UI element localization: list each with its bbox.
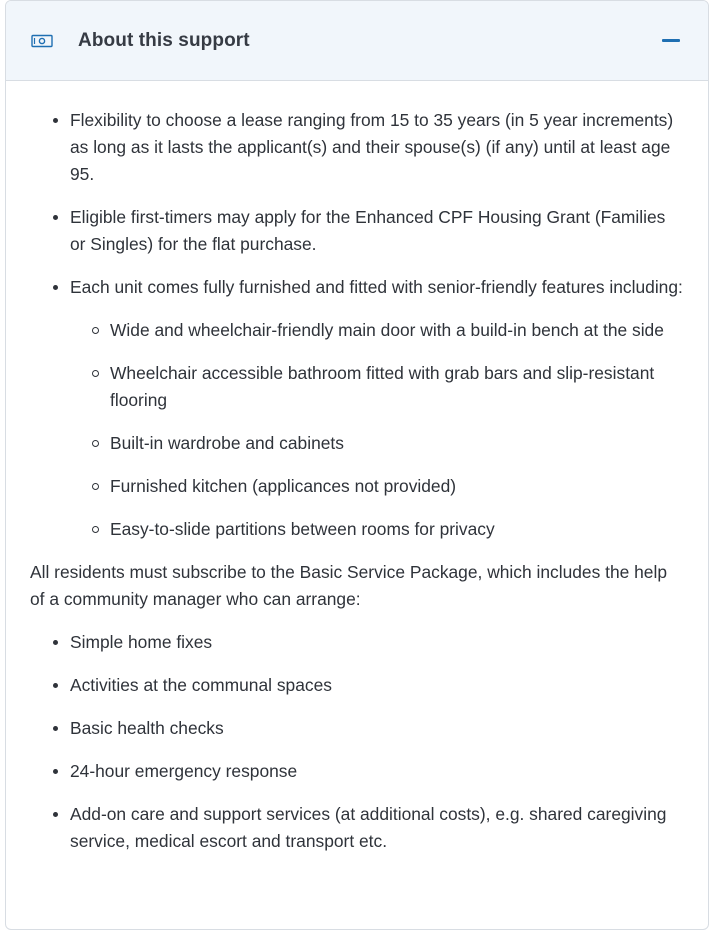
accordion-title: About this support — [78, 29, 250, 51]
unit-features-list — [70, 317, 684, 543]
list-item: Furnished kitchen (applicances not provided) — [110, 473, 684, 500]
list-item: Eligible first-timers may apply for the Enhanced CPF Housing Grant (Families or Singles) for the flat purchase. — [70, 204, 684, 258]
list-item — [70, 274, 684, 543]
minus-icon — [662, 39, 680, 42]
list-item: Wide and wheelchair-friendly main door with a build-in bench at the side — [110, 317, 684, 344]
accordion-body — [6, 81, 708, 855]
list-item: Simple home fixes — [70, 629, 684, 656]
service-intro: All residents must subscribe to the Basic Service Package, which includes the help of a community manager who can arrange: — [30, 562, 668, 609]
services-list — [30, 629, 684, 855]
list-item: Basic health checks — [70, 715, 684, 742]
list-item: Built-in wardrobe and cabinets — [110, 430, 684, 457]
list-item: Activities at the communal spaces — [70, 672, 684, 699]
list-item: Easy-to-slide partitions between rooms for privacy — [110, 516, 684, 543]
list-item: Wheelchair accessible bathroom fitted with grab bars and slip-resistant flooring — [110, 360, 684, 414]
about-support-accordion — [5, 0, 709, 930]
features-list — [30, 107, 684, 543]
list-item: 24-hour emergency response — [70, 758, 684, 785]
cash-icon — [30, 33, 54, 49]
list-item-text: Each unit comes fully furnished and fitted with senior-friendly features including: — [70, 277, 683, 297]
list-item: Add-on care and support services (at additional costs), e.g. shared caregiving service, medical escort and transport etc. — [70, 801, 684, 855]
accordion-header[interactable] — [6, 1, 708, 81]
list-item: Flexibility to choose a lease ranging from 15 to 35 years (in 5 year increments) as long as it lasts the applicant(s) and their spouse(s) (if any) until at least age 95. — [70, 107, 684, 188]
collapse-toggle-button[interactable] — [660, 30, 682, 52]
